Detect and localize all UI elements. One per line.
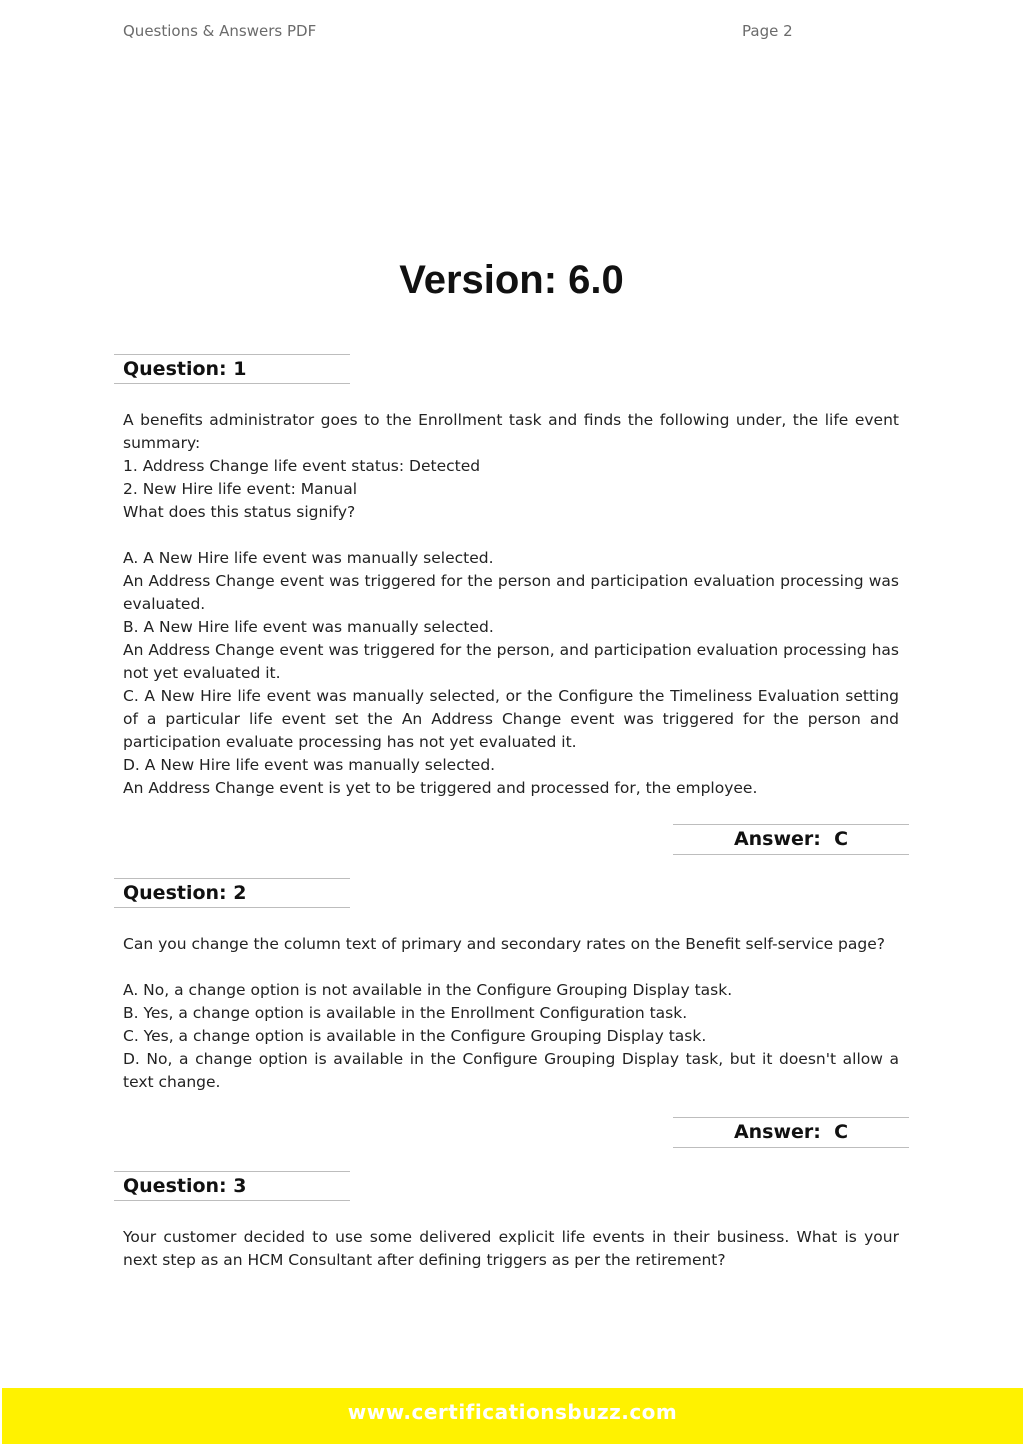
- question-1-body: [123, 409, 899, 800]
- header-title: Questions & Answers PDF: [123, 22, 317, 40]
- question-2-answer: [673, 1117, 909, 1148]
- question-3-label: Question: 3: [123, 1175, 247, 1197]
- question-1-heading: [114, 354, 350, 384]
- page-number: Page 2: [742, 22, 793, 40]
- question-1-prompt-line: A benefits administrator goes to the Enrollment task and finds the following under, the life event summary:: [123, 411, 899, 452]
- question-1-option-d: D. A New Hire life event was manually selected.: [123, 756, 496, 774]
- footer-banner: [2, 1388, 1023, 1444]
- question-1-label: Question: 1: [123, 358, 247, 380]
- question-1-option-d-detail: An Address Change event is yet to be triggered and processed for, the employee.: [123, 779, 758, 797]
- question-2-option-d: D. No, a change option is available in the Configure Grouping Display task, but it doesn't allow a text change.: [123, 1050, 899, 1091]
- question-2-body: [123, 933, 899, 1094]
- question-2-heading: [114, 878, 350, 908]
- question-3-prompt-line: Your customer decided to use some delivered explicit life events in their business. What is your next step as an HCM Consultant after defining triggers as per the retirement?: [123, 1228, 899, 1269]
- version-title: Version: 6.0: [399, 258, 624, 302]
- question-2-option-b: B. Yes, a change option is available in the Enrollment Configuration task.: [123, 1004, 688, 1022]
- question-1-option-b: B. A New Hire life event was manually selected.: [123, 618, 494, 636]
- question-2-prompt-line: Can you change the column text of primary and secondary rates on the Benefit self-service page?: [123, 935, 885, 953]
- question-1-prompt-line: 2. New Hire life event: Manual: [123, 480, 358, 498]
- question-2-option-c: C. Yes, a change option is available in the Configure Grouping Display task.: [123, 1027, 707, 1045]
- footer-url[interactable]: www.certificationsbuzz.com: [347, 1400, 678, 1424]
- question-1-option-a: A. A New Hire life event was manually selected.: [123, 549, 494, 567]
- question-1-answer: [673, 824, 909, 855]
- question-1-option-c: C. A New Hire life event was manually selected, or the Configure the Timeliness Evaluation setting of a particular life event set the An Address Change event was triggered for the person and participation evaluate processing has not yet evaluated it.: [123, 687, 899, 751]
- question-1-option-b-detail: An Address Change event was triggered for the person, and participation evaluation processing has not yet evaluated it.: [123, 641, 899, 682]
- question-3-body: [123, 1226, 899, 1272]
- question-3-heading: [114, 1171, 350, 1201]
- question-2-answer-label: Answer: C: [733, 1121, 849, 1143]
- question-1-prompt-line: 1. Address Change life event status: Detected: [123, 457, 481, 475]
- question-1-option-a-detail: An Address Change event was triggered for the person and participation evaluation processing was evaluated.: [123, 572, 899, 613]
- question-1-answer-label: Answer: C: [733, 828, 849, 850]
- question-1-prompt-line: What does this status signify?: [123, 503, 356, 521]
- question-2-option-a: A. No, a change option is not available in the Configure Grouping Display task.: [123, 981, 733, 999]
- question-2-label: Question: 2: [123, 882, 247, 904]
